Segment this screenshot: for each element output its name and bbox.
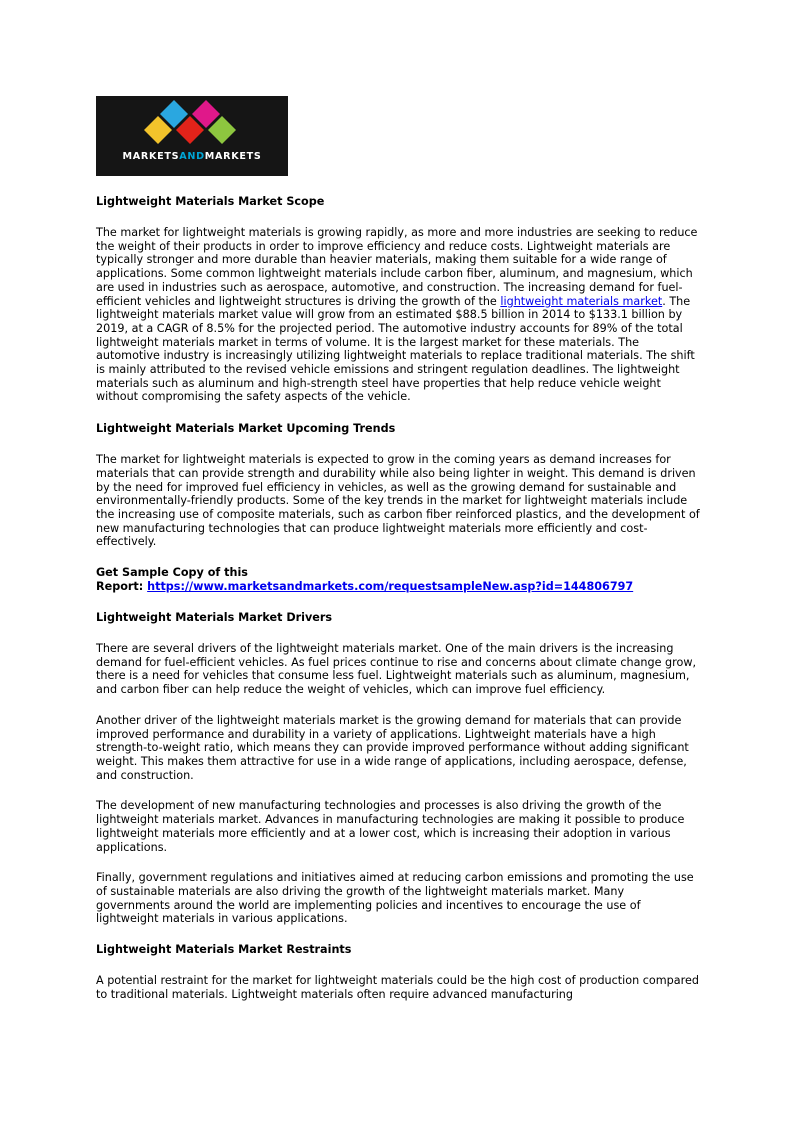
section-title-trends: Lightweight Materials Market Upcoming Trends xyxy=(96,422,396,436)
drivers-paragraph-4: Finally, government regulations and initiatives aimed at reducing carbon emissions and promoting the use of sustainable materials are also driving the growth of the lightweight materials market. Many governments around the world are implementing policies and incentives to encourage the use of lightweight materials in various applications. xyxy=(96,871,694,926)
document-page xyxy=(96,96,700,1001)
trends-paragraph: The market for lightweight materials is expected to grow in the coming years as demand increases for materials that can provide strength and durability while also being lighter in weight. This demand is driven by the need for improved fuel efficiency in vehicles, as well as the growing demand for sustainable and environmentally-friendly products. Some of the key trends in the market for lightweight materials include the increasing use of composite materials, such as carbon fiber reinforced plastics, and the development of new manufacturing technologies that can produce lightweight materials more efficiently and cost-effectively. xyxy=(96,453,700,549)
section-title-drivers: Lightweight Materials Market Drivers xyxy=(96,611,333,625)
lightweight-materials-market-link[interactable]: lightweight materials market xyxy=(500,294,663,308)
drivers-paragraph-3: The development of new manufacturing technologies and processes is also driving the growth of the lightweight materials market. Advances in manufacturing technologies are making it possible to produce lightweight materials more efficiently and at a lower cost, which is increasing their adoption in various applications. xyxy=(96,799,685,854)
marketsandmarkets-logo xyxy=(96,96,288,176)
section-title-restraints: Lightweight Materials Market Restraints xyxy=(96,943,352,957)
restraints-paragraph: A potential restraint for the market for lightweight materials could be the high cost of production compared to traditional materials. Lightweight materials often require advanced manufacturing xyxy=(96,974,699,1001)
scope-paragraph: The market for lightweight materials is growing rapidly, as more and more industries are seeking to reduce the weight of their products in order to improve efficiency and reduce costs. Lightweight materials are typically stronger and more durable than heavier materials, making them suitable for a wide range of applications. Some common lightweight materials include carbon fiber, aluminum, and magnesium, which are used in industries such as aerospace, automotive, and construction. The increasing demand for fuel-efficient vehicles and lightweight structures is driving the growth of the lightweight materials market. The lightweight materials market value will grow from an estimated $88.5 billion in 2014 to $133.1 billion by 2019, at a CAGR of 8.5% for the projected period. The automotive industry accounts for 89% of the total lightweight materials market in terms of volume. It is the largest market for these materials. The automotive industry is increasingly utilizing lightweight materials to replace traditional materials. The shift is mainly attributed to the revised vehicle emissions and stringent regulation deadlines. The lightweight materials such as aluminum and high-strength steel have properties that help reduce vehicle weight without compromising the safety aspects of the vehicle. xyxy=(96,226,698,404)
logo-wordmark: MARKETSANDMARKETS xyxy=(122,151,262,162)
sample-report-link[interactable]: https://www.marketsandmarkets.com/requestsampleNew.asp?id=144806797 xyxy=(147,580,634,594)
section-title-scope: Lightweight Materials Market Scope xyxy=(96,195,325,208)
sample-copy-block: Get Sample Copy of this Report: https://www.marketsandmarkets.com/requestsampleNew.asp?id=144806797 xyxy=(96,566,634,594)
logo-diamonds-icon xyxy=(96,96,288,176)
drivers-paragraph-1: There are several drivers of the lightweight materials market. One of the main drivers is the increasing demand for fuel-efficient vehicles. As fuel prices continue to rise and concerns about climate change grow, there is a need for vehicles that consume less fuel. Lightweight materials such as aluminum, magnesium, and carbon fiber can help reduce the weight of vehicles, which can improve fuel efficiency. xyxy=(96,642,697,697)
drivers-paragraph-2: Another driver of the lightweight materials market is the growing demand for materials that can provide improved performance and durability in a variety of applications. Lightweight materials have a high strength-to-weight ratio, which means they can provide improved performance without adding significant weight. This makes them attractive for use in a wide range of applications, including aerospace, defense, and construction. xyxy=(96,713,689,782)
